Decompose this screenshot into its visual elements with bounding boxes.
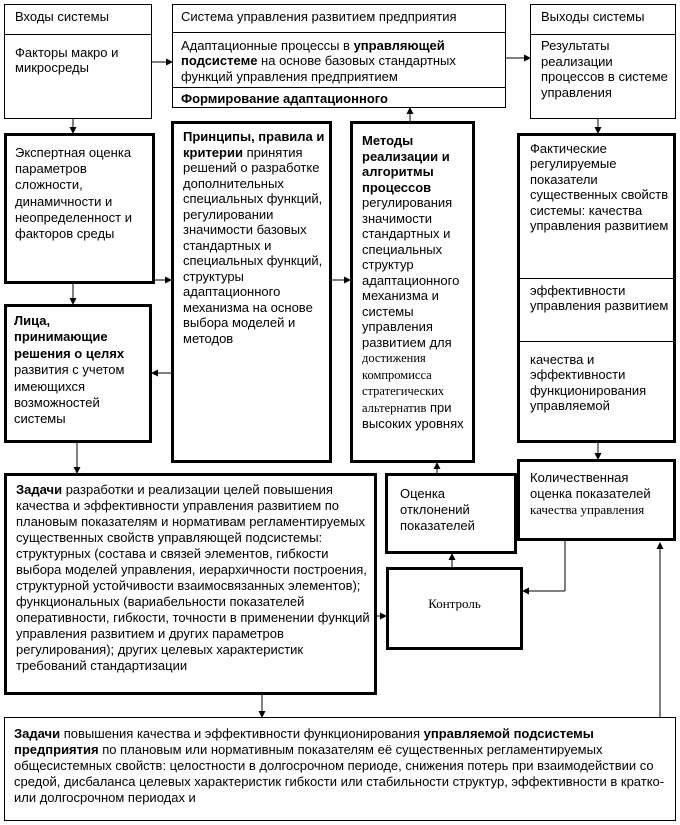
decision-makers-block	[4, 304, 152, 443]
outputs-title: Выходы системы	[541, 9, 645, 24]
quantitative-block	[517, 459, 676, 541]
tasks-development-block	[4, 473, 377, 695]
actual-part-2: эффективности управления развитием	[530, 283, 669, 314]
inputs-body: Факторы макро и микросреды	[15, 45, 119, 76]
actual-indicators-block	[517, 133, 676, 443]
deviation-text: Оценка отклонений показателей	[400, 486, 475, 533]
tasks-managed-text: Задачи повышения качества и эффективности функционирования управляемой подсистемы предприятия по плановым или нормативным показателям её существенных регламентируемых общесистемных свойств: целостности в долгосрочном периоде, снижения потерь при взаимодействии со средой, дисбаланса целевых характеристик гибкости или стабильности структур, эффективности в кратко- или долгосрочном периодах и	[14, 726, 665, 805]
control-system-block	[172, 4, 506, 108]
outputs-block	[530, 4, 676, 119]
tasks-development-text: Задачи разработки и реализации целей повышения качества и эффективности управления развитием по плановым показателям и нормативам регламентируемых существенных свойств управляющей подсистемы: структурных (состава и связей элементов, гибкости выбора моделей управления, иерархичности построения, структурной устойчивости взаимосвязанных элементов); функциональных (вариабельности показателей оперативности, гибкости, точности в применении функций управления развитием и других параметров регулирования); других целевых характеристик требований стандартизации	[16, 482, 370, 673]
quantitative-text: Количественная оценка показателей качества управления	[530, 470, 651, 517]
expert-block	[4, 133, 155, 284]
methods-text: Методы реализации и алгоритмы процессов регулирования значимости стандартных и специальных структур адаптационного механизма и системы управления развитием для достижения компромисса стратегических альтернатив при высоких уровнях	[362, 133, 464, 431]
inputs-block	[4, 4, 152, 119]
forming-label: Формирование адаптационного	[181, 91, 388, 106]
expert-text: Экспертная оценка параметров сложности, динамичности и неопределенност и факторов среды	[15, 145, 132, 242]
outputs-body: Результаты реализации процессов в системе управления	[541, 38, 668, 100]
inputs-title: Входы системы	[15, 9, 109, 24]
deviation-block	[385, 473, 517, 554]
decision-makers-text: Лица, принимающие решения о целях развития с учетом имеющихся возможностей системы	[14, 313, 125, 427]
methods-block	[350, 121, 475, 463]
actual-part-3: качества и эффективности функционирования управляемой	[530, 352, 647, 414]
control-system-title: Система управления развитием предприятия	[181, 9, 457, 24]
tasks-managed-block	[4, 717, 676, 821]
control-block	[386, 567, 523, 650]
actual-part-1: Фактические регулируемые показатели существенных свойств системы: качества управления развитием	[530, 141, 669, 234]
control-system-body: Адаптационные процессы в управляющей подсистеме на основе базовых стандартных функций управления предприятием	[181, 38, 456, 84]
principles-block	[171, 121, 332, 463]
principles-text: Принципы, правила и критерии принятия решений о разработке дополнительных специальных функций, регулировании значимости базовых стандартных и специальных функций, структуры адаптационного механизма на основе выбора моделей и методов	[183, 129, 325, 346]
control-label: Контроль	[428, 596, 481, 611]
